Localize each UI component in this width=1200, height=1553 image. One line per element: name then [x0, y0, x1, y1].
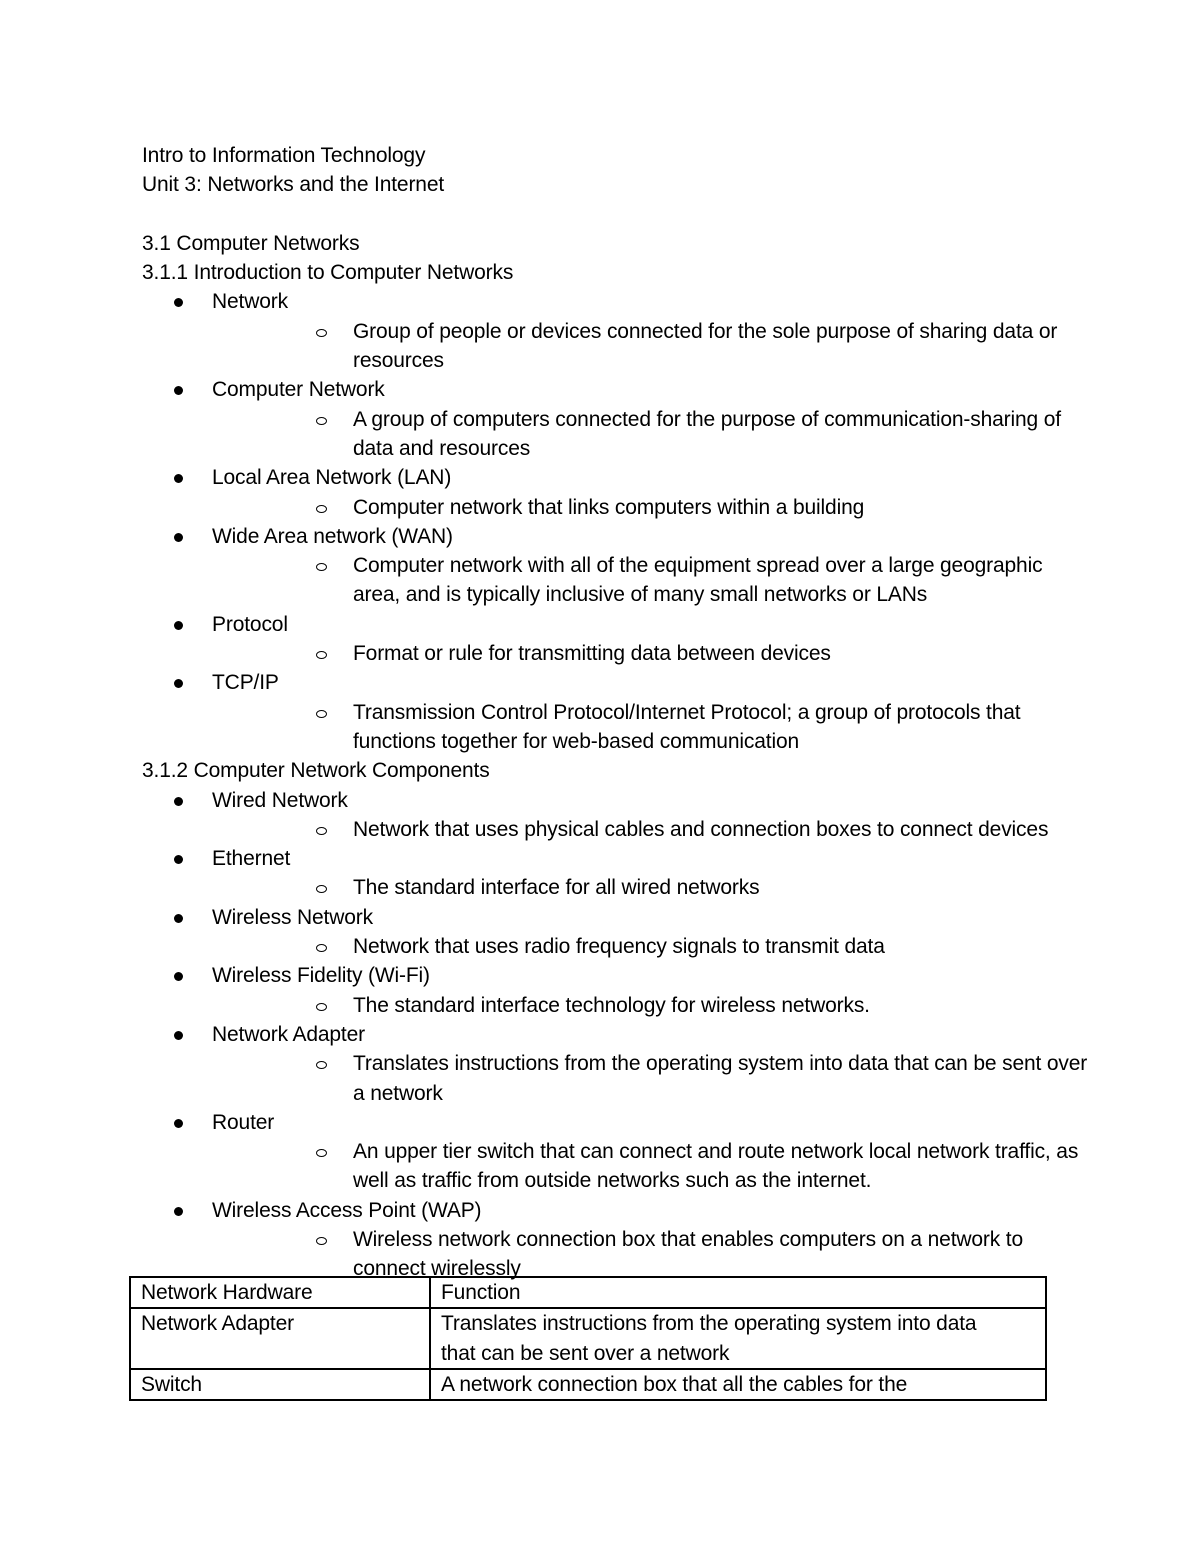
cell-hardware: Switch	[130, 1369, 430, 1400]
term-item	[142, 610, 1062, 669]
definition	[212, 991, 1123, 1020]
document-title: Intro to Information Technology	[142, 144, 426, 167]
cell-function-line: Translates instructions from the operating system into data	[441, 1312, 977, 1336]
hollow-bullet-icon	[316, 944, 327, 952]
definition	[212, 317, 1123, 376]
term-label: Ethernet	[212, 847, 291, 871]
bullet-icon	[174, 1207, 183, 1216]
definition-line: An upper tier switch that can connect and route network local network traffic, as	[353, 1140, 1079, 1164]
cell-function	[430, 1369, 1046, 1400]
definition-line: a network	[353, 1081, 443, 1105]
bullet-icon	[174, 972, 183, 981]
column-header-hardware: Network Hardware	[130, 1277, 430, 1308]
term-item	[142, 961, 1062, 1020]
bullet-icon	[174, 1031, 183, 1040]
section-heading: 3.1 Computer Networks	[142, 231, 360, 255]
term-item	[142, 1196, 1062, 1284]
bullet-icon	[174, 533, 183, 542]
table-header-row	[130, 1277, 1046, 1308]
term-item	[142, 1108, 1079, 1196]
bullet-icon	[174, 621, 183, 630]
bullet-icon	[174, 474, 183, 483]
hollow-bullet-icon	[316, 651, 327, 659]
bullet-icon	[174, 914, 183, 923]
term-label: Protocol	[212, 612, 288, 636]
hollow-bullet-icon	[316, 827, 327, 835]
definition-line: connect wirelessly	[353, 1257, 521, 1281]
definition-line: A group of computers connected for the purpose of communication-sharing of	[353, 407, 1061, 431]
definition	[212, 493, 1123, 522]
definition-line: The standard interface technology for wireless networks.	[353, 993, 870, 1017]
term-label: Wide Area network (WAN)	[212, 524, 453, 548]
definition-line: Computer network with all of the equipment spread over a large geographic	[353, 554, 1043, 578]
subsection-heading: 3.1.1 Introduction to Computer Networks	[142, 261, 514, 285]
term-label: Wireless Access Point (WAP)	[212, 1198, 482, 1222]
table-row	[130, 1369, 1046, 1400]
bullet-icon	[174, 386, 183, 395]
term-label: TCP/IP	[212, 671, 279, 695]
cell-function-line: A network connection box that all the cables for the	[441, 1372, 908, 1396]
definition	[212, 639, 1123, 668]
unit-heading: Unit 3: Networks and the Internet	[142, 173, 445, 197]
cell-function	[430, 1308, 1046, 1369]
definition	[212, 1049, 1123, 1108]
term-label: Network Adapter	[212, 1022, 365, 1046]
term-item	[142, 844, 1062, 903]
term-list	[142, 786, 1088, 1284]
definition	[212, 1225, 1123, 1284]
hollow-bullet-icon	[316, 710, 327, 718]
hollow-bullet-icon	[316, 1061, 327, 1069]
definition-line: Computer network that links computers within a building	[353, 495, 865, 519]
definition	[212, 405, 1123, 464]
definition-line: resources	[353, 349, 444, 373]
term-item	[142, 786, 1062, 845]
definition-line: Transmission Control Protocol/Internet Protocol; a group of protocols that	[353, 700, 1021, 724]
bullet-icon	[174, 1119, 183, 1128]
bullet-icon	[174, 797, 183, 806]
definition-line: functions together for web-based communication	[353, 729, 800, 753]
definition-line: area, and is typically inclusive of many small networks or LANs	[353, 583, 928, 607]
bullet-icon	[174, 298, 183, 307]
hollow-bullet-icon	[316, 1237, 327, 1245]
subsection-heading: 3.1.2 Computer Network Components	[142, 759, 490, 783]
hollow-bullet-icon	[316, 329, 327, 337]
hollow-bullet-icon	[316, 885, 327, 893]
term-label: Wired Network	[212, 788, 348, 812]
term-item	[142, 1020, 1088, 1108]
network-hardware-table	[129, 1276, 1047, 1401]
table-row	[130, 1308, 1046, 1369]
definition-line: well as traffic from outside networks such as the internet.	[353, 1169, 872, 1193]
definition	[212, 1137, 1123, 1196]
definition-line: Wireless network connection box that enables computers on a network to	[353, 1227, 1024, 1251]
definition	[212, 551, 1123, 610]
document-body	[142, 141, 1088, 1284]
term-label: Router	[212, 1110, 275, 1134]
definition-line: Group of people or devices connected for the sole purpose of sharing data or	[353, 319, 1058, 343]
hollow-bullet-icon	[316, 505, 327, 513]
term-list	[142, 287, 1062, 756]
definition	[212, 873, 1123, 902]
blank-line	[142, 200, 1062, 229]
subsections	[142, 258, 1088, 1283]
definition-line: Network that uses radio frequency signals to transmit data	[353, 935, 885, 959]
definition-line: The standard interface for all wired networks	[353, 876, 760, 900]
hollow-bullet-icon	[316, 1149, 327, 1157]
term-label: Wireless Network	[212, 905, 373, 929]
hollow-bullet-icon	[316, 563, 327, 571]
definition	[212, 815, 1123, 844]
term-label: Local Area Network (LAN)	[212, 466, 452, 490]
term-item	[142, 287, 1062, 375]
definition-line: data and resources	[353, 436, 531, 460]
definition-line: Translates instructions from the operating system into data that can be sent over	[353, 1052, 1088, 1076]
definition-line: Format or rule for transmitting data between devices	[353, 642, 831, 666]
bullet-icon	[174, 679, 183, 688]
term-item	[142, 375, 1062, 463]
hollow-bullet-icon	[316, 1003, 327, 1011]
term-label: Network	[212, 290, 288, 314]
definition	[212, 698, 1123, 757]
column-header-function: Function	[430, 1277, 1046, 1308]
term-label: Computer Network	[212, 378, 385, 402]
cell-hardware: Network Adapter	[130, 1308, 430, 1369]
definition-line: Network that uses physical cables and connection boxes to connect devices	[353, 817, 1049, 841]
hollow-bullet-icon	[316, 417, 327, 425]
term-item	[142, 903, 1062, 962]
definition	[212, 932, 1123, 961]
term-label: Wireless Fidelity (Wi-Fi)	[212, 964, 430, 988]
term-item	[142, 463, 1062, 522]
cell-function-line: that can be sent over a network	[441, 1341, 730, 1365]
term-item	[142, 522, 1062, 610]
bullet-icon	[174, 855, 183, 864]
term-item	[142, 668, 1062, 756]
